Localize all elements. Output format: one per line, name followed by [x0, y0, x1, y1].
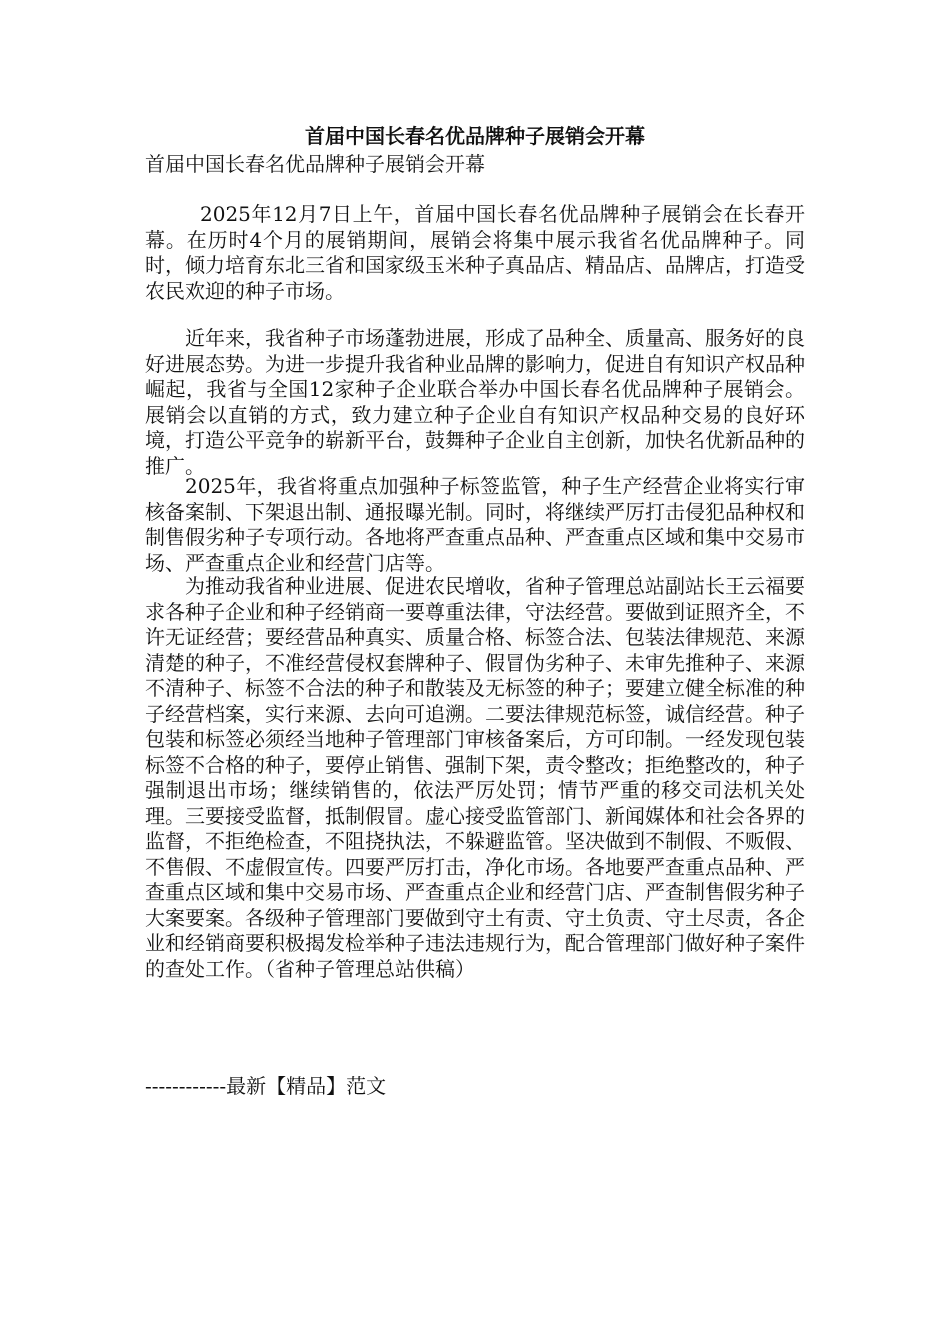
document-title: 首届中国长春名优品牌种子展销会开幕: [305, 124, 645, 148]
paragraph-opening: 2025年12月7日上午，首届中国长春名优品牌种子展销会在长春开幕。在历时4个月的展销期间，展销会将集中展示我省名优品牌种子。同时，倾力培育东北三省和国家级玉米种子真品店、精品店、品牌店，打造受农民欢迎的种子市场。: [145, 202, 805, 303]
document-subtitle: 首届中国长春名优品牌种子展销会开幕: [145, 152, 485, 176]
document-footer: ------------最新【精品】范文: [145, 1074, 387, 1098]
paragraph-requirements: 为推动我省种业进展、促进农民增收，省种子管理总站副站长王云福要求各种子企业和种子经销商一要尊重法律，守法经营。要做到证照齐全，不许无证经营；要经营品种真实、质量合格、标签合法、包装法律规范、来源清楚的种子，不准经营侵权套牌种子、假冒伪劣种子、未审先推种子、来源不清种子、标签不合法的种子和散装及无标签的种子；要建立健全标准的种子经营档案，实行来源、去向可追溯。二要法律规范标签，诚信经营。种子包装和标签必须经当地种子管理部门审核备案后，方可印制。一经发现包装标签不合格的种子，要停止销售、强制下架，责令整改；拒绝整改的，种子强制退出市场；继续销售的，依法严厉处罚；情节严重的移交司法机关处理。三要接受监督，抵制假冒。虚心接受监管部门、新闻媒体和社会各界的监督，不拒绝检查，不阻挠执法，不躲避监管。坚决做到不制假、不贩假、不售假、不虚假宣传。四要严厉打击，净化市场。各地要严查重点品种、严查重点区域和集中交易市场、严查重点企业和经营门店、严查制售假劣种子大案要案。各级种子管理部门要做到守土有责、守土负责、守土尽责，各企业和经销商要积极揭发检举种子违法违规行为，配合管理部门做好种子案件的查处工作。（省种子管理总站供稿）: [145, 574, 805, 981]
paragraph-background: 近年来，我省种子市场蓬勃进展，形成了品种全、质量高、服务好的良好进展态势。为进一步提升我省种业品牌的影响力，促进自有知识产权品种崛起，我省与全国12家种子企业联合举办中国长春名优品牌种子展销会。展销会以直销的方式，致力建立种子企业自有知识产权品种交易的良好环境，打造公平竞争的崭新平台，鼓舞种子企业自主创新，加快名优新品种的推广。: [145, 326, 805, 478]
paragraph-regulation: 2025年，我省将重点加强种子标签监管，种子生产经营企业将实行审核备案制、下架退出制、通报曝光制。同时，将继续严厉打击侵犯品种权和制售假劣种子专项行动。各地将严查重点品种、严查重点区域和集中交易市场、严查重点企业和经营门店等。: [145, 474, 805, 575]
